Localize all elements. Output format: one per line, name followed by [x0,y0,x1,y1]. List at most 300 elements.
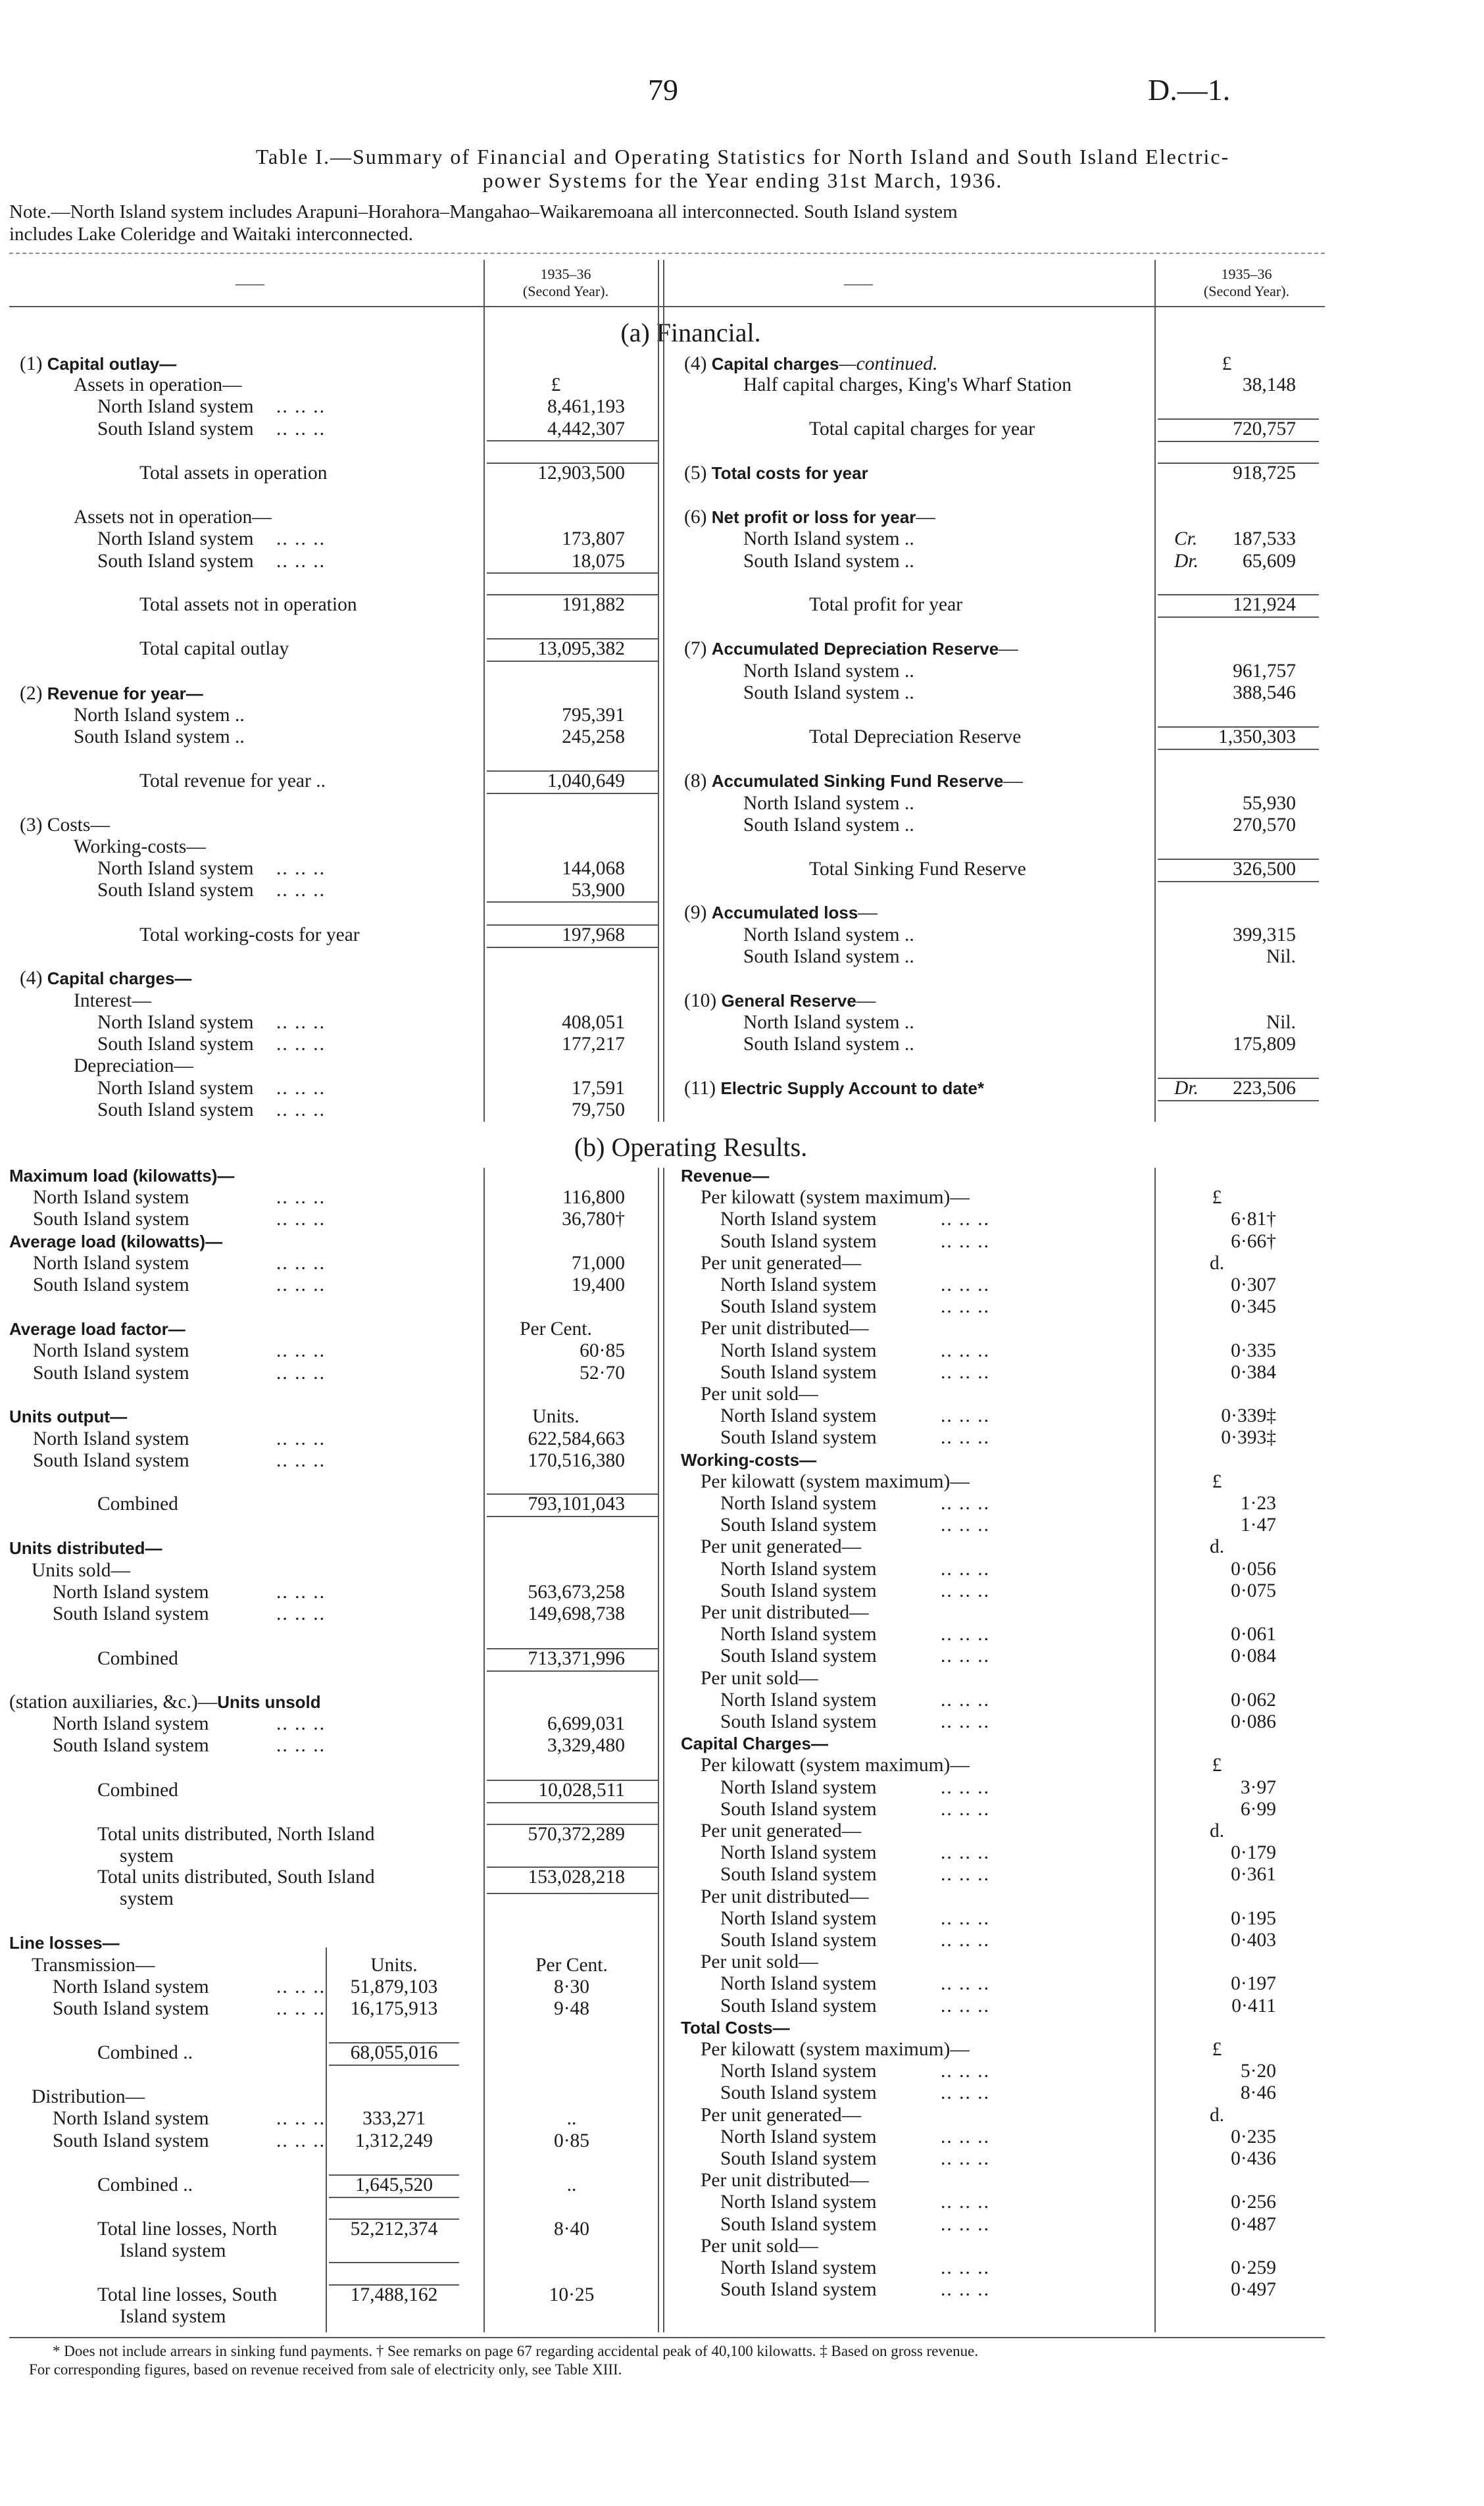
operating-row [0,2257,1484,2280]
leader-dots: .. .. .. [276,2130,326,2151]
row-label: North Island system [53,2108,209,2129]
row-label: Per unit sold— [701,1951,818,1973]
row-label: Per unit distributed— [701,1318,869,1340]
operating-row [0,1384,1484,1406]
row-value: 4,442,307 [547,418,625,439]
row-label: South Island system .. [743,682,914,703]
financial-row [0,1034,1484,1056]
row-value: 3·97 [1240,1776,1276,1798]
leader-dots: .. .. .. [941,2148,990,2169]
row-label: (3) Costs— [20,814,110,836]
financial-row [0,793,1484,815]
leader-dots: .. .. .. [941,1580,990,1601]
operating-row [0,1842,1484,1865]
row-value: 0·084 [1231,1645,1276,1667]
financial-row [0,1012,1484,1034]
financial-row [0,396,1484,418]
leader-dots: .. .. .. [276,1450,326,1471]
loss-units: 333,271 [362,2108,426,2129]
leader-dots: .. .. .. [941,1624,990,1645]
row-label: South Island system [53,2130,209,2151]
operating-row [0,1493,1484,1515]
row-label: (1) Capital outlay— [20,353,177,374]
financial-row [0,946,1484,968]
row-value: 6,699,031 [547,1713,625,1734]
credit-debit-prefix: Dr. [1174,1078,1199,1099]
loss-units: Units. [370,1955,418,1976]
row-label: South Island system [720,2148,877,2169]
row-label-continued: system [120,1888,174,1909]
leader-dots: .. .. .. [941,2192,990,2213]
row-value: 173,807 [562,528,625,549]
row-label: South Island system [97,1099,254,1120]
leader-dots: .. .. .. [941,2213,990,2235]
row-value: 0·384 [1231,1361,1276,1383]
operating-row [0,1886,1484,1909]
financial-row [0,551,1484,573]
row-label: Per kilowatt (system maximum)— [701,2039,970,2060]
leader-dots: .. .. .. [276,1187,326,1208]
leader-dots: .. .. .. [941,1405,990,1427]
financial-row [0,638,1484,661]
row-label: North Island system [97,528,254,549]
row-value: 270,570 [1233,814,1296,836]
leader-dots: .. .. .. [276,1034,326,1055]
row-value: d. [1209,1252,1225,1274]
operating-row [0,1820,1484,1843]
operating-row [0,1777,1484,1799]
row-value: 1·23 [1240,1493,1276,1514]
row-value: 408,051 [562,1012,625,1033]
row-label: Average load (kilowatts)— [9,1232,223,1251]
row-value: 0·061 [1231,1624,1276,1645]
operating-row [0,1995,1484,2018]
row-value: £ [1212,2039,1222,2060]
leader-dots: .. .. .. [941,1645,990,1667]
operating-row [0,1340,1484,1363]
row-label: Units sold— [32,1560,130,1581]
row-label: North Island system [720,1973,877,1995]
row-label: North Island system [33,1253,189,1274]
right-year-header: 1935–36 (Second Year). [1203,266,1290,299]
row-label: Combined .. [97,2042,193,2063]
row-value: 0·345 [1231,1296,1276,1318]
financial-row [0,374,1484,397]
row-value: 1,350,303 [1218,726,1296,747]
operating-row [0,2105,1484,2127]
row-label: South Island system .. [743,1034,914,1055]
leader-dots: .. .. .. [276,418,326,439]
operating-row [0,1733,1484,1755]
row-label: North Island system [33,1187,189,1208]
financial-row [0,859,1484,881]
row-label: North Island system [720,1209,877,1230]
operating-row [0,1253,1484,1275]
row-label: (6) Net profit or loss for year— [684,507,935,528]
row-label: (4) Capital charges— [20,968,192,989]
row-value: 223,506 [1233,1078,1296,1099]
row-value: 10,028,511 [538,1780,625,1801]
leader-dots: .. .. .. [941,2061,990,2082]
row-label: (9) Accumulated loss— [684,902,878,923]
loss-units: 68,055,016 [350,2042,438,2063]
row-label: North Island system [720,2192,877,2213]
operating-row [0,1930,1484,1952]
row-label: Capital Charges— [681,1734,828,1754]
row-label: Assets not in operation— [74,507,272,528]
financial-row [0,990,1484,1013]
operating-row [0,1799,1484,1821]
row-label: (11) Electric Supply Account to date* [684,1078,985,1099]
operating-row [0,1296,1484,1318]
row-value: 570,372,289 [528,1824,625,1845]
row-value: 55,930 [1242,793,1296,814]
row-value: £ [1212,1470,1222,1492]
leader-dots: .. .. .. [276,1735,326,1756]
row-label: North Island system [720,1776,877,1798]
row-value: 0·487 [1231,2213,1276,2235]
operating-row [0,1471,1484,1493]
operating-row [0,1427,1484,1449]
row-label: South Island system [720,1230,877,1252]
leader-dots: .. .. .. [941,1493,990,1514]
operating-row [0,1559,1484,1581]
leader-dots: .. .. .. [941,1842,990,1864]
row-value: 6·99 [1240,1798,1276,1820]
row-label: North Island system [720,1493,877,1514]
row-value: 36,780† [562,1209,625,1230]
row-label: Combined .. [97,2174,193,2195]
row-label: Average load factor— [9,1319,186,1339]
operating-row [0,1515,1484,1537]
row-label: South Island system [720,1580,877,1601]
financial-row [0,836,1484,859]
financial-row [0,705,1484,727]
financial-row [0,902,1484,924]
row-label: North Island system .. [743,924,914,945]
row-value: 0·197 [1231,1973,1276,1995]
row-value: 17,591 [571,1078,625,1099]
row-label: North Island system .. [74,705,245,726]
leader-dots: .. .. .. [276,858,326,879]
row-label: North Island system [720,2061,877,2082]
note-line1: Note.—North Island system includes Arapuni–Horahora–Mangahao–Waikaremoana all interconnected. South Island system [9,201,958,222]
row-value: 0·335 [1231,1340,1276,1361]
row-value: 6·66† [1231,1230,1276,1252]
row-label: Units distributed— [9,1538,162,1558]
row-value: 0·259 [1231,2257,1276,2278]
operating-row [0,1624,1484,1646]
row-label: Total Depreciation Reserve [809,726,1022,747]
row-label: North Island system [720,1689,877,1711]
row-value: 38,148 [1242,374,1296,395]
row-label: North Island system [720,2257,877,2278]
row-value: 19,400 [571,1274,625,1295]
row-label-continued: system [120,1845,174,1867]
leader-dots: .. .. .. [276,1340,326,1361]
leader-dots: .. .. .. [276,2108,326,2129]
row-label: South Island system [720,2213,877,2235]
row-label: Total capital charges for year [809,418,1035,439]
row-value: 0·497 [1231,2279,1276,2301]
row-label: Distribution— [32,2086,145,2107]
loss-percent: 9·48 [553,1998,590,2019]
operating-row [0,2017,1484,2040]
row-label: Per unit sold— [701,2235,818,2257]
row-value: d. [1209,2104,1225,2126]
row-value: 153,028,218 [528,1867,625,1888]
row-value: 6·81† [1231,1209,1276,1230]
financial-row [0,463,1484,485]
leader-dots: .. .. .. [276,1582,326,1603]
row-label: North Island system [720,1624,877,1645]
leader-dots: .. .. .. [941,2082,990,2104]
operating-row [0,1864,1484,1886]
row-label: North Island system .. [743,793,914,814]
row-value: 8,461,193 [547,396,625,417]
financial-row [0,507,1484,529]
operating-row [0,1580,1484,1603]
row-label: North Island system [97,1078,254,1099]
leader-dots: .. .. .. [276,1428,326,1449]
loss-percent: 0·85 [553,2130,590,2151]
row-value: 0·235 [1231,2126,1276,2147]
leader-dots: .. .. .. [941,1689,990,1711]
leader-dots: .. .. .. [941,1361,990,1383]
row-value: 71,000 [571,1253,625,1274]
loss-units: 1,312,249 [355,2130,433,2151]
row-label: Interest— [74,990,151,1011]
leader-dots: .. .. .. [276,1253,326,1274]
operating-row [0,2279,1484,2301]
operating-row [0,1908,1484,1930]
row-value: 563,673,258 [528,1582,625,1603]
row-label: North Island system [33,1340,189,1361]
leader-dots: .. .. .. [941,1515,990,1536]
row-value: 52·70 [580,1363,625,1384]
row-label: South Island system [720,1427,877,1449]
operating-row [0,1231,1484,1253]
row-label: (4) Capital charges—continued. [684,353,938,374]
row-value: 795,391 [562,705,625,726]
loss-percent: Per Cent. [535,1955,608,1976]
operating-row [0,1165,1484,1188]
row-label: North Island system .. [743,1012,914,1033]
leader-dots: .. .. .. [276,1099,326,1120]
row-label: North Island system [720,1405,877,1427]
page-number: 79 [648,73,678,107]
financial-row [0,1099,1484,1122]
row-label: South Island system [720,2082,877,2104]
credit-debit-prefix: Dr. [1174,551,1199,572]
operating-row [0,1187,1484,1209]
row-value: 0·195 [1231,1907,1276,1929]
row-value: 0·179 [1231,1842,1276,1864]
row-label-continued: Island system [120,2306,226,2327]
operating-row [0,2214,1484,2236]
row-value: 0·393‡ [1221,1427,1276,1449]
row-label: South Island system [720,1798,877,1820]
financial-row [0,353,1484,376]
financial-row [0,726,1484,749]
leader-dots: .. .. .. [276,1012,326,1033]
right-label-header: —— [844,275,873,291]
operating-row [0,1362,1484,1384]
financial-row [0,880,1484,902]
row-label: Depreciation— [74,1055,193,1076]
financial-row [0,968,1484,990]
loss-units: 51,879,103 [350,1976,438,1997]
row-value: 175,809 [1233,1034,1296,1055]
row-value: 116,800 [562,1187,625,1208]
leader-dots: .. .. .. [941,1558,990,1580]
row-label: North Island system [53,1976,209,1997]
row-label: South Island system [720,1930,877,1951]
row-label: North Island system [720,2126,877,2147]
row-label: South Island system [720,1995,877,2017]
row-value: 0·256 [1231,2192,1276,2213]
leader-dots: .. .. .. [276,1274,326,1295]
financial-row [0,924,1484,947]
row-label: South Island system .. [743,946,914,967]
leader-dots: .. .. .. [276,396,326,417]
row-value: 918,725 [1233,463,1296,484]
leader-dots: .. .. .. [941,1274,990,1295]
row-label: Units output— [9,1407,128,1426]
row-value: 245,258 [562,726,625,747]
row-label: South Island system .. [743,814,914,836]
row-label: Per unit generated— [701,1820,862,1842]
leader-dots: .. .. .. [941,1864,990,1886]
financial-row [0,418,1484,441]
row-label: (10) General Reserve— [684,990,876,1011]
row-label: Revenue— [681,1166,770,1186]
leader-dots: .. .. .. [941,2257,990,2278]
row-label: Total working-costs for year [139,924,360,945]
row-value: Nil. [1266,1012,1296,1033]
operating-row [0,1405,1484,1428]
row-label-continued: Island system [120,2240,226,2261]
row-label: (8) Accumulated Sinking Fund Reserve— [684,770,1023,791]
loss-percent: .. [566,2108,577,2129]
financial-row [0,528,1484,551]
row-value: 79,750 [571,1099,625,1120]
table-title-line1: Table I.—Summary of Financial and Operating Statistics for North Island and South Island Electric- [255,145,1230,168]
row-label: North Island system .. [743,528,914,549]
row-label: Per unit distributed— [701,2170,869,2192]
row-label: South Island system [97,418,254,439]
row-value: 149,698,738 [528,1603,625,1624]
row-label: Half capital charges, King's Wharf Station [743,374,1072,395]
row-label: Per unit generated— [701,1252,862,1274]
leader-dots: .. .. .. [276,1363,326,1384]
loss-percent: 10·25 [549,2284,595,2305]
footnote-line2: For corresponding figures, based on revenue received from sale of electricity only, see Table XIII. [29,2361,622,2378]
leader-dots: .. .. .. [276,1998,326,2019]
row-label: (2) Revenue for year— [20,683,203,704]
leader-dots: .. .. .. [941,1930,990,1951]
row-label: Total assets in operation [139,463,328,484]
row-label: South Island system [97,1034,254,1055]
leader-dots: .. .. .. [941,1973,990,1995]
row-value: Units. [532,1406,580,1427]
row-value: 0·411 [1231,1995,1276,2017]
row-value: 399,315 [1233,924,1296,945]
operating-row [0,2126,1484,2149]
row-label: South Island system [720,1864,877,1886]
row-label: North Island system [97,1012,254,1033]
row-label: Total assets not in operation [139,594,357,615]
row-label: Combined [97,1493,178,1515]
row-label: North Island system [720,1558,877,1580]
row-value: 191,882 [562,594,625,615]
operating-row [0,2148,1484,2170]
row-label: Transmission— [32,1955,155,1976]
financial-row [0,1055,1484,1078]
leader-dots: .. .. .. [276,1209,326,1230]
row-label: Total units distributed, North Island [97,1824,375,1845]
footnote-line1: * Does not include arrears in sinking fund payments. † See remarks on page 67 regarding accidental peak of 40,100 kilowatts. ‡ Based on gross revenue. [53,2343,979,2359]
leader-dots: .. .. .. [276,528,326,549]
row-label: South Island system [53,1998,209,2019]
financial-section-heading: (a) Financial. [620,318,761,347]
row-label: South Island system [720,2279,877,2301]
row-label: (station auxiliaries, &c.)—Units unsold [9,1692,321,1713]
operating-row [0,1209,1484,1231]
row-value: Nil. [1266,946,1296,967]
row-value: 144,068 [562,858,625,879]
loss-percent: .. [566,2174,577,2195]
row-label: Combined [97,1780,178,1801]
row-label: Per unit distributed— [701,1886,869,1907]
row-label: South Island system [53,1735,209,1756]
row-value: £ [551,374,561,395]
row-value: 720,757 [1233,418,1296,439]
row-value: 622,584,663 [528,1428,625,1449]
row-label: Total Sinking Fund Reserve [809,859,1026,880]
row-value: 0·361 [1231,1864,1276,1886]
leader-dots: .. .. .. [941,1230,990,1252]
row-label: Per unit generated— [701,1536,862,1558]
left-year-header: 1935–36 (Second Year). [522,266,609,299]
row-label: Assets in operation— [74,374,242,395]
row-value: 65,609 [1242,551,1296,572]
row-label: Total profit for year [809,594,963,615]
row-label: North Island system [53,1713,209,1734]
leader-dots: .. .. .. [941,1296,990,1318]
row-value: 0·436 [1231,2148,1276,2169]
document-code: D.—1. [1148,73,1231,107]
row-label: Per kilowatt (system maximum)— [701,1755,970,1776]
row-label: Working-costs— [74,836,206,857]
operating-row [0,2082,1484,2105]
row-label: South Island system .. [74,726,245,747]
note-line2: includes Lake Coleridge and Waitaki interconnected. [9,224,413,245]
left-label-header: —— [235,275,264,291]
row-value: 53,900 [571,880,625,901]
financial-row [0,770,1484,793]
row-label: North Island system [720,1340,877,1361]
leader-dots: .. .. .. [941,1209,990,1230]
row-label: Total revenue for year .. [139,770,326,791]
row-value: 0·075 [1231,1580,1276,1601]
operating-row [0,1449,1484,1472]
row-label: Total capital outlay [139,638,289,659]
row-label: North Island system [720,1907,877,1929]
row-label: Per unit generated— [701,2104,862,2126]
row-value: 0·056 [1231,1558,1276,1580]
row-label: South Island system [97,551,254,572]
